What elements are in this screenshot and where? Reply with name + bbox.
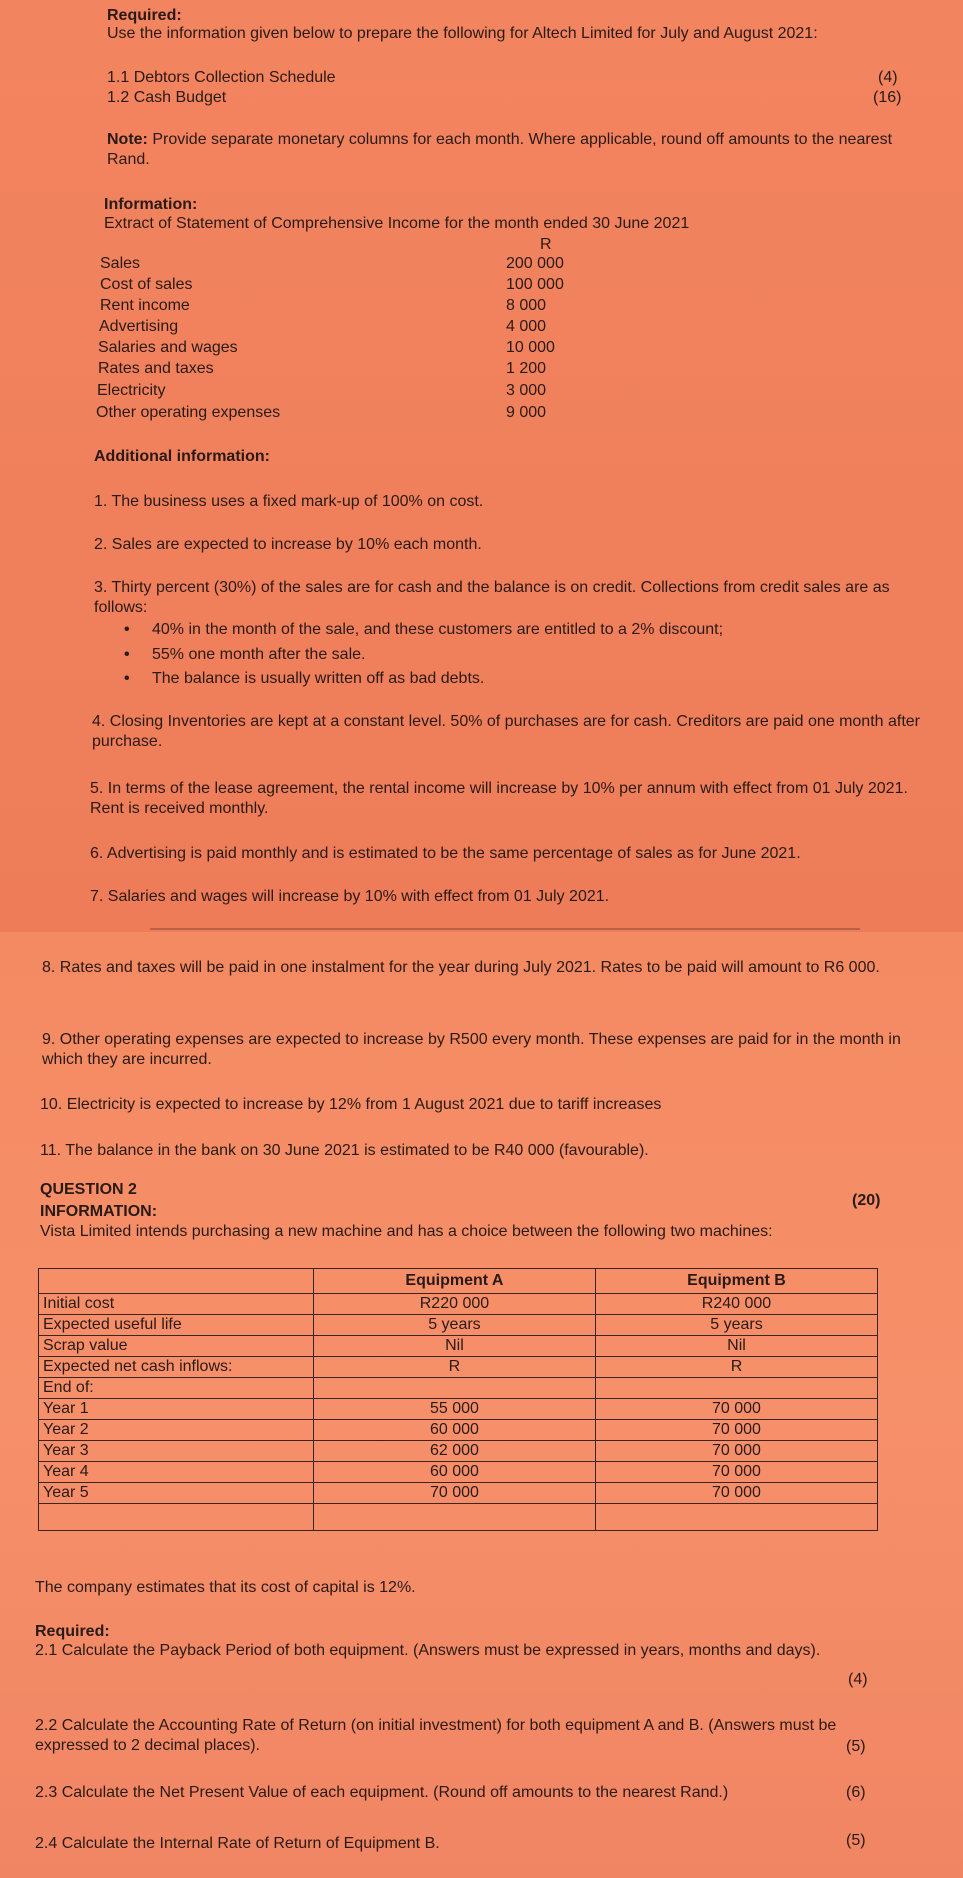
income-item-amount: 1 200 bbox=[506, 360, 547, 377]
question-2-4-marks: (5) bbox=[846, 1832, 866, 1849]
info-point: 2. Sales are expected to increase by 10% each month. bbox=[94, 536, 482, 553]
cell-equipment-a bbox=[313, 1378, 595, 1399]
question-2-required-heading: Required: bbox=[35, 1623, 110, 1640]
equipment-table bbox=[38, 1268, 878, 1531]
info-point: 9. Other operating expenses are expected to increase by R500 every month. These expenses are paid for in the month in which they are incurred. bbox=[42, 1031, 901, 1068]
cell-equipment-b: 70 000 bbox=[595, 1420, 877, 1441]
income-item-label: Rent income bbox=[100, 297, 190, 314]
cell-equipment-b bbox=[595, 1378, 877, 1399]
info-point: 3. Thirty percent (30%) of the sales are for cash and the balance is on credit. Collections from credit sales are as follows: bbox=[94, 579, 890, 616]
table-row bbox=[39, 1294, 878, 1315]
income-item-label: Salaries and wages bbox=[98, 339, 238, 356]
row-label: Year 3 bbox=[39, 1441, 314, 1462]
question-2-3: 2.3 Calculate the Net Present Value of each equipment. (Round off amounts to the nearest Rand.) bbox=[35, 1784, 729, 1801]
note-label: Note: bbox=[107, 131, 148, 148]
cell-equipment-b: 70 000 bbox=[595, 1399, 877, 1420]
row-label: Expected useful life bbox=[39, 1315, 314, 1336]
note bbox=[107, 130, 907, 170]
row-label: Initial cost bbox=[39, 1294, 314, 1315]
empty-cell bbox=[313, 1504, 595, 1531]
info-point: 1. The business uses a fixed mark-up of 100% on cost. bbox=[94, 493, 484, 510]
income-item-amount: 3 000 bbox=[506, 382, 547, 399]
question-2-heading: QUESTION 2 bbox=[40, 1181, 137, 1198]
column-header-equipment-a: Equipment A bbox=[313, 1269, 595, 1294]
task-1-2-label: 1.2 Cash Budget bbox=[107, 89, 227, 106]
row-label: Year 4 bbox=[39, 1462, 314, 1483]
cell-equipment-a: R bbox=[313, 1357, 595, 1378]
cell-equipment-b: 5 years bbox=[595, 1315, 877, 1336]
task-1-1-label: 1.1 Debtors Collection Schedule bbox=[107, 69, 336, 86]
task-1-1-marks: (4) bbox=[878, 69, 898, 86]
table-row bbox=[39, 1315, 878, 1336]
info-point: 6. Advertising is paid monthly and is estimated to be the same percentage of sales as for June 2021. bbox=[90, 845, 801, 862]
bullet-item: • The balance is usually written off as bad debts. bbox=[152, 669, 484, 689]
income-item-amount: 8 000 bbox=[506, 297, 547, 314]
required-text: Use the information given below to prepare the following for Altech Limited for July and August 2021: bbox=[107, 25, 818, 42]
table-row bbox=[39, 1462, 878, 1483]
cell-equipment-b: 70 000 bbox=[595, 1483, 877, 1504]
empty-cell bbox=[595, 1504, 877, 1531]
row-label: End of: bbox=[39, 1378, 314, 1399]
table-row bbox=[39, 1420, 878, 1441]
cell-equipment-b: 70 000 bbox=[595, 1462, 877, 1483]
table-header-blank bbox=[39, 1269, 314, 1294]
cell-equipment-a: 60 000 bbox=[313, 1462, 595, 1483]
row-label: Year 1 bbox=[39, 1399, 314, 1420]
cell-equipment-b: R bbox=[595, 1357, 877, 1378]
cell-equipment-a: 60 000 bbox=[313, 1420, 595, 1441]
note-text: Provide separate monetary columns for each month. Where applicable, round off amounts to the nearest Rand. bbox=[107, 131, 893, 168]
cell-equipment-a: Nil bbox=[313, 1336, 595, 1357]
additional-info-heading: Additional information: bbox=[94, 448, 270, 465]
question-2-1: 2.1 Calculate the Payback Period of both equipment. (Answers must be expressed in years, months and days). bbox=[35, 1642, 821, 1659]
income-item-amount: 10 000 bbox=[506, 339, 555, 356]
table-row bbox=[39, 1441, 878, 1462]
cell-equipment-a: 70 000 bbox=[313, 1483, 595, 1504]
income-item-label: Other operating expenses bbox=[96, 404, 281, 421]
information-heading: Information: bbox=[104, 196, 198, 213]
info-point: 10. Electricity is expected to increase by 12% from 1 August 2021 due to tariff increases bbox=[40, 1096, 662, 1113]
table-row bbox=[39, 1399, 878, 1420]
row-label: Year 5 bbox=[39, 1483, 314, 1504]
table-row bbox=[39, 1357, 878, 1378]
cell-equipment-a: 5 years bbox=[313, 1315, 595, 1336]
question-2-1-marks: (4) bbox=[848, 1671, 868, 1688]
income-item-label: Electricity bbox=[97, 382, 166, 399]
bullet-item: • 55% one month after the sale. bbox=[152, 645, 365, 665]
cell-equipment-b: R240 000 bbox=[595, 1294, 877, 1315]
page-edge-line bbox=[150, 928, 860, 930]
income-item-label: Sales bbox=[100, 255, 141, 272]
income-item-label: Cost of sales bbox=[100, 276, 193, 293]
cell-equipment-a: 62 000 bbox=[313, 1441, 595, 1462]
row-label: Scrap value bbox=[39, 1336, 314, 1357]
income-item-label: Advertising bbox=[99, 318, 179, 335]
cell-equipment-a: 55 000 bbox=[313, 1399, 595, 1420]
question-2-2: 2.2 Calculate the Accounting Rate of Return (on initial investment) for both equipment A and B. (Answers must be expressed to 2 decimal places). bbox=[35, 1717, 837, 1754]
extract-title: Extract of Statement of Comprehensive Income for the month ended 30 June 2021 bbox=[104, 215, 690, 232]
table-row bbox=[39, 1483, 878, 1504]
income-item-amount: 9 000 bbox=[506, 404, 547, 421]
info-point: 5. In terms of the lease agreement, the rental income will increase by 10% per annum with effect from 01 July 2021. Rent is received monthly. bbox=[90, 780, 908, 817]
row-label: Year 2 bbox=[39, 1420, 314, 1441]
table-row bbox=[39, 1378, 878, 1399]
table-row bbox=[39, 1336, 878, 1357]
column-header-equipment-b: Equipment B bbox=[595, 1269, 877, 1294]
income-item-amount: 4 000 bbox=[506, 318, 547, 335]
cell-equipment-a: R220 000 bbox=[313, 1294, 595, 1315]
question-2-marks: (20) bbox=[852, 1192, 881, 1209]
bullet-item: • 40% in the month of the sale, and these customers are entitled to a 2% discount; bbox=[152, 620, 723, 640]
info-point: 7. Salaries and wages will increase by 10% with effect from 01 July 2021. bbox=[90, 888, 610, 905]
table-header-row bbox=[39, 1269, 878, 1294]
question-2-3-marks: (6) bbox=[846, 1784, 866, 1801]
cell-equipment-b: Nil bbox=[595, 1336, 877, 1357]
question-2-2-marks: (5) bbox=[846, 1738, 866, 1755]
income-item-amount: 100 000 bbox=[506, 276, 564, 293]
question-2-intro: Vista Limited intends purchasing a new machine and has a choice between the following two machines: bbox=[40, 1223, 773, 1240]
cost-of-capital: The company estimates that its cost of capital is 12%. bbox=[35, 1579, 416, 1596]
table-row-empty bbox=[39, 1504, 878, 1531]
currency-header: R bbox=[540, 236, 552, 253]
task-1-2-marks: (16) bbox=[873, 89, 902, 106]
required-heading: Required: bbox=[107, 7, 182, 24]
cell-equipment-b: 70 000 bbox=[595, 1441, 877, 1462]
info-point: 11. The balance in the bank on 30 June 2021 is estimated to be R40 000 (favourable). bbox=[40, 1142, 649, 1159]
question-2-information-heading: INFORMATION: bbox=[40, 1203, 158, 1220]
row-label: Expected net cash inflows: bbox=[39, 1357, 314, 1378]
question-2-4: 2.4 Calculate the Internal Rate of Return of Equipment B. bbox=[35, 1835, 440, 1852]
info-point: 8. Rates and taxes will be paid in one instalment for the year during July 2021. Rates to be paid will amount to R6 000. bbox=[42, 959, 880, 976]
income-item-amount: 200 000 bbox=[506, 255, 564, 272]
info-point: 4. Closing Inventories are kept at a constant level. 50% of purchases are for cash. Creditors are paid one month after purchase. bbox=[92, 713, 921, 750]
empty-cell bbox=[39, 1504, 314, 1531]
income-item-label: Rates and taxes bbox=[98, 360, 214, 377]
